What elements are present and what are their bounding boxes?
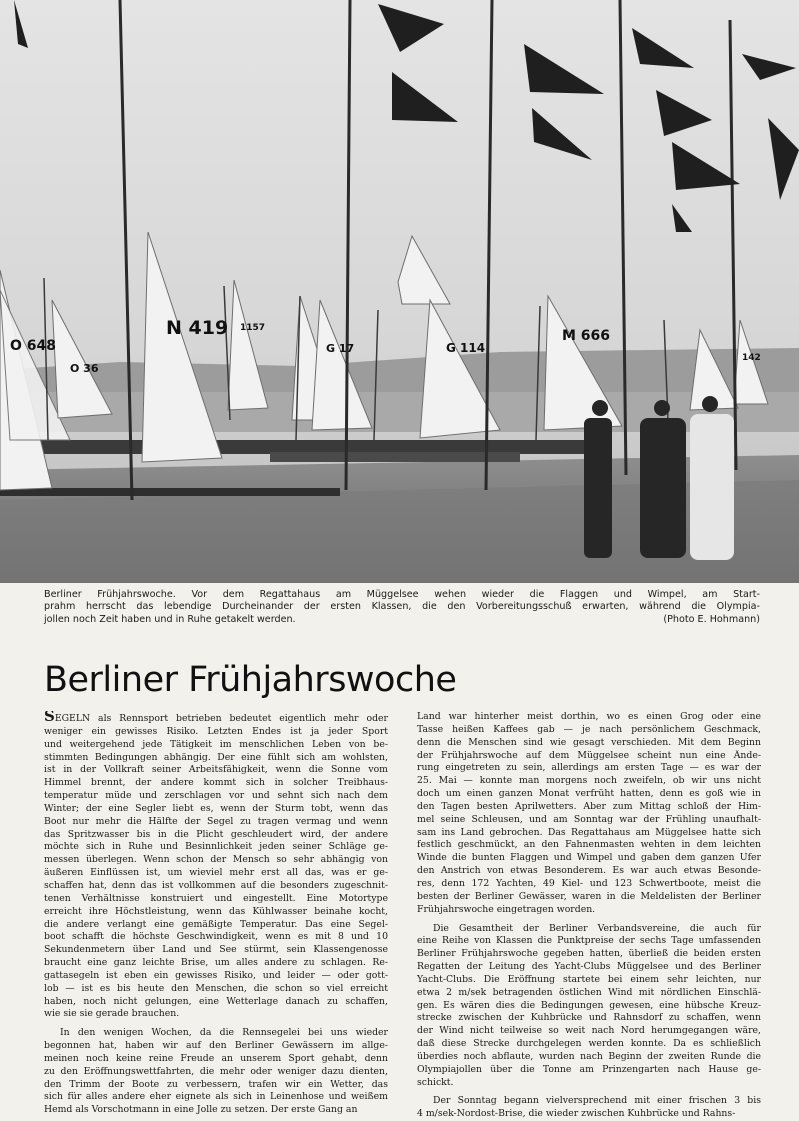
article-line: stimmten Bedingungen abhängig. Der eine fühlt sich am wohlsten, [44, 751, 388, 763]
article-line: Himmel brennt, der andere kommt sich in solcher Treibhaus- [44, 777, 388, 789]
article-line: die andere verlangt eine gemäßigte Temperatur. Das eine Segel- [44, 918, 388, 930]
article-line: das Spritzwasser bis in die Plicht geschleudert wird, der andere [44, 828, 388, 840]
sail-number: G 17 [326, 342, 355, 355]
article-line: sich für alles andere eher eignete als sich in Leinenhose und weißem [44, 1091, 388, 1103]
sail-number: O 648 [10, 338, 56, 354]
article-line: temperatur müde und zerschlagen vor und sehnt sich nach dem [44, 790, 388, 802]
article-line: weniger ein gewisses Risiko. Letzten Endes ist ja jeder Sport [44, 725, 388, 737]
drop-cap: S [44, 711, 55, 725]
article-line: Frühjahrswoche eingetragen worden. [417, 903, 596, 915]
sail-number: M 666 [562, 328, 611, 344]
article-line-text: EGELN als Rennsport betrieben bedeutet eigentlich mehr oder [54, 713, 388, 724]
sail-number: O 36 [70, 362, 99, 375]
article-line: Boot nur mehr die Hälfte der Segel zu tragen vermag und wenn [44, 815, 388, 827]
article-line: begonnen hat, haben wir auf den Berliner Gewässern im allge- [44, 1040, 388, 1052]
sail-number: G 114 [446, 341, 486, 355]
article-line: rung eingetreten zu sein, allerdings am ersten Tage — es war der [417, 762, 761, 774]
article-line: braucht eine ganz leichte Brise, um alles andere zu schlagen. Re- [44, 957, 388, 969]
article-line: Winde die bunten Flaggen und Wimpel und gaben dem ganzen Ufer [417, 852, 761, 864]
photo-caption [44, 589, 760, 626]
article-line: lob — ist es bis heute den Menschen, die schon so viel erreicht [44, 982, 388, 994]
article-column-right [417, 711, 761, 1121]
article-line: Winter; der eine Segler liebt es, wenn der Sturm tobt, wenn das [44, 802, 388, 814]
article-line: gattasegeln ist eben ein gewisses Risiko, und leider — oder gott- [44, 969, 388, 981]
article-line: mel seine Schleusen, und am Sonntag war der Frühling unaufhalt- [417, 813, 761, 825]
article-line: Berliner Frühjahrswoche gegeben hatten, überließ die beiden ersten [417, 948, 761, 960]
sail-number: N 419 [166, 317, 229, 339]
article-line: der Frühjahrswoche auf dem Müggelsee scheint nun eine Ände- [417, 749, 761, 761]
article-line: festlich geschmückt, an den Fahnenmasten wehten in dem leichten [417, 839, 761, 851]
article-line: Die Gesamtheit der Berliner Verbandsvereine, die auch für [433, 922, 761, 934]
article-line: besten der Berliner Gewässer, waren in die Meldelisten der Berliner [417, 890, 761, 902]
article-line: In den wenigen Wochen, da die Rennsegelei bei uns wieder [60, 1027, 388, 1039]
article-line: Yacht-Clubs. Die Eröffnung startete bei einem sehr leichten, nur [417, 973, 761, 985]
caption-line: jollen noch Zeit haben und in Ruhe getakelt werden. [44, 613, 296, 625]
article-line: den Trimm der Boote zu verbessern, trafen wir ein Wetter, das [44, 1078, 388, 1090]
photo-credit: (Photo E. Hohmann) [663, 613, 760, 625]
article-line: strecke zwischen der Kuhbrücke und Rahnsdorf zu schaffen, wenn [417, 1012, 761, 1024]
article-line: ist in der Vollkraft seiner Arbeitsfähigkeit, wenn die Sonne vom [44, 764, 388, 776]
article-line: Land war hinterher meist dorthin, wo es einen Grog oder eine [417, 711, 761, 722]
article-line: haben, noch nicht gelungen, eine Wetterlage danach zu schaffen, [44, 995, 388, 1007]
article-line: 25. Mai — konnte man morgens noch zweifeln, ob wir uns nicht [417, 775, 761, 787]
article-line [44, 711, 388, 726]
article-line: äußeren Einflüssen ist, um wieviel mehr erst all das, was er ge- [44, 867, 388, 879]
article-line: zu den Eröffnungswettfahrten, die mehr oder weniger dazu dienten, [44, 1065, 388, 1077]
article-line: res, denn 172 Yachten, 49 Kiel- und 123 Schwertboote, meist die [417, 877, 761, 889]
article-line: Tasse heißen Kaffees gab — je nach persönlichem Geschmack, [417, 723, 761, 735]
article-line: Regatten der Leitung des Yacht-Clubs Müggelsee und des Berliner [417, 961, 761, 973]
sail-number: 142 [742, 353, 761, 363]
article-line: schickt. [417, 1076, 454, 1088]
article-line: Hemd als Vorschotmann in eine Jolle zu setzen. Der erste Gang an [44, 1104, 358, 1116]
article-line: 4 m/sek-Nordost-Brise, die wieder zwischen Kuhbrücke und Rahns- [417, 1108, 736, 1120]
article-line: wie sie sie gerade brauchen. [44, 1008, 180, 1020]
article-line: denn die Menschen sind wie gesagt verschieden. Mit dem Beginn [417, 736, 761, 748]
article-column-left [44, 711, 388, 1117]
article-line: Der Sonntag begann vielversprechend mit einer frischen 3 bis [433, 1095, 761, 1107]
article-line: möchte sich in Ruhe und Besinnlichkeit jeden seiner Schläge ge- [44, 841, 388, 853]
article-line: Olympiajollen über die Tonne am Prinzengarten nach Hause ge- [417, 1063, 761, 1075]
article-line: meinen noch keine reine Freude an unserem Sport gehabt, denn [44, 1052, 388, 1064]
article-line: den Tagen besten Aprilwetters. Aber zum Mittag schloß der Him- [417, 800, 761, 812]
article-line: den Anstrich von etwas Besonderem. Es war auch etwas Besonde- [417, 865, 761, 877]
article-line: der Wind nicht teilweise so weit nach Nord herumgegangen wäre, [417, 1025, 761, 1037]
article-line: daß diese Strecke durchgelegen werden konnte. Da es schließlich [417, 1038, 761, 1050]
article-title: Berliner Frühjahrswoche [44, 660, 457, 700]
caption-line: Berliner Frühjahrswoche. Vor dem Regattahaus am Müggelsee wehen wieder die Flaggen und Wimpel, am Start- [44, 589, 760, 600]
article-line: überdies noch abflaute, wurden nach Beginn der zweiten Runde die [417, 1050, 761, 1062]
caption-last-line [44, 614, 760, 626]
article-line: sam ins Land gebrochen. Das Regattahaus am Müggelsee hatte sich [417, 826, 761, 838]
article-line: gen. Es wären dies die Bedingungen gewesen, eine hübsche Kreuz- [417, 999, 761, 1011]
article-line: tenen Verhältnisse konstruiert und eingestellt. Eine Motortype [44, 892, 388, 904]
caption-line: prahm herrscht das lebendige Durcheinander der ersten Klassen, die den Vorbereitungsschuß erwarten, während die Olympia- [44, 601, 760, 613]
article-line: Sekundenmetern über Land und See stürmt, sein Klassengenosse [44, 944, 388, 956]
article-line: etwa 2 m/sek betragenden östlichen Wind mit nördlichen Einschlä- [417, 986, 761, 998]
article-line: schaffen hat, denn das ist vollkommen auf die besonders zugeschnit- [44, 879, 388, 891]
article-line: messen überlegen. Wenn schon der Mensch so sehr abhängig von [44, 854, 388, 866]
article-line: eine Reihe von Klassen die Punktpreise der sechs Tage umfassenden [417, 935, 761, 947]
sail-number: 1157 [240, 323, 266, 333]
article-line: erreicht ihre Höchstleistung, wenn das Kühlwasser beinahe kocht, [44, 905, 388, 917]
article-line: boot schafft die höchste Geschwindigkeit, wenn es mit 8 und 10 [44, 931, 388, 943]
article-line: doch um einen ganzen Monat verfrüht hatten, denn es goß wie in [417, 788, 761, 800]
article-line: und weitergehend jede Tätigkeit im menschlichen Leben von be- [44, 738, 388, 750]
